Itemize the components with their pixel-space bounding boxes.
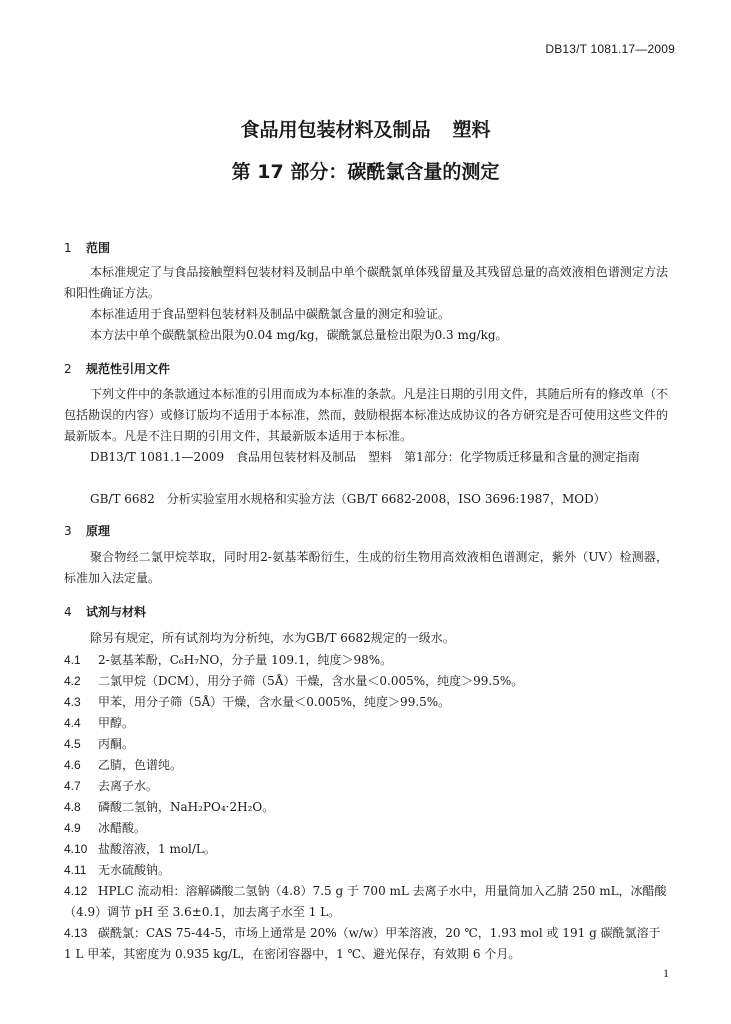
paragraph: 聚合物经二氯甲烷萃取，同时用2-氨基苯酚衍生，生成的衍生物用高效液相色谱测定，紫外（UV）检测器，标准加入法定量。	[64, 550, 668, 585]
reagent-item: 4.2 二氯甲烷（DCM），用分子筛（5Å）干燥，含水量＜0.005%，纯度＞99.5%。	[64, 674, 524, 688]
document-title-line1	[0, 115, 731, 142]
paragraph: 除另有规定，所有试剂均为分析纯，水为GB/T 6682规定的一级水。	[90, 631, 455, 645]
paragraph: 下列文件中的条款通过本标准的引用而成为本标准的条款。凡是注日期的引用文件，其随后所有的修改单（不包括勘误的内容）或修订版均不适用于本标准，然而，鼓励根据本标准达成协议的各方研究是否可使用这些文件的最新版本。凡是不注日期的引用文件，其最新版本适用于本标准。	[64, 387, 668, 443]
reference-entry: GB/T 6682 分析实验室用水规格和实验方法（GB/T 6682-2008，ISO 3696:1987，MOD）	[90, 492, 606, 506]
document-title-line2: 第 17 部分：碳酰氯含量的测定	[231, 161, 500, 183]
reagent-item: 4.11 无水硫酸钠。	[64, 863, 171, 877]
section-heading-reagents	[64, 603, 146, 620]
reagent-item: 4.4 甲醇。	[64, 716, 135, 730]
section-title: 原理	[86, 524, 111, 538]
title-part-a: 食品用包装材料及制品	[240, 119, 431, 141]
reagent-item: 4.1 2-氨基苯酚，C₆H₇NO，分子量 109.1，纯度＞98%。	[64, 653, 393, 667]
section-heading-normative-references	[64, 360, 170, 377]
paragraph: 本标准规定了与食品接触塑料包装材料及制品中单个碳酰氯单体残留量及其残留总量的高效液相色谱测定方法和阳性确证方法。	[64, 265, 668, 300]
section-number: 3	[64, 524, 72, 538]
standard-code: DB13/T 1081.17—2009	[545, 42, 675, 56]
page-number: 1	[663, 966, 669, 980]
section-heading-scope	[64, 239, 110, 256]
title-part-b: 塑料	[452, 119, 491, 141]
paragraph: 本标准适用于食品塑料包装材料及制品中碳酰氯含量的测定和验证。	[90, 307, 451, 321]
section-number: 1	[64, 241, 72, 255]
section-title: 范围	[86, 241, 111, 255]
section-title: 试剂与材料	[86, 605, 147, 619]
reagent-item: 4.9 冰醋酸。	[64, 821, 147, 835]
reagent-item: 4.10 盐酸溶液，1 mol/L。	[64, 842, 216, 856]
paragraph: 本方法中单个碳酰氯检出限为0.04 mg/kg，碳酰氯总量检出限为0.3 mg/kg。	[90, 328, 508, 342]
reagent-item: 4.3 甲苯，用分子筛（5Å）干燥，含水量＜0.005%，纯度＞99.5%。	[64, 695, 451, 709]
section-number: 4	[64, 605, 72, 619]
reagent-item: 4.7 去离子水。	[64, 779, 159, 793]
reagent-item: 4.13 碳酰氯：CAS 75-44-5，市场上通常是 20%（w/w）甲苯溶液，20 ℃，1.93 mol 或 191 g 碳酰氯溶于 1 L 甲苯，其密度为 0.935 kg/L，在密闭容器中，1 ℃、避光保存，有效期 6 个月。	[64, 926, 661, 961]
reference-entry: DB13/T 1081.1—2009 食品用包装材料及制品 塑料 第1部分：化学物质迁移量和含量的测定指南	[90, 450, 640, 464]
section-number: 2	[64, 362, 72, 376]
section-title: 规范性引用文件	[86, 362, 171, 376]
reagent-item: 4.5 丙酮。	[64, 737, 135, 751]
section-heading-principle	[64, 522, 110, 539]
reagent-item: 4.8 磷酸二氢钠，NaH₂PO₄·2H₂O。	[64, 800, 275, 814]
reagent-item: 4.12 HPLC 流动相：溶解磷酸二氢钠（4.8）7.5 g 于 700 mL 去离子水中，用量筒加入乙腈 250 mL，冰醋酸（4.9）调节 pH 至 3.6±0.1，加去离子水至 1 L。	[64, 884, 667, 919]
reagent-item: 4.6 乙腈，色谱纯。	[64, 758, 183, 772]
